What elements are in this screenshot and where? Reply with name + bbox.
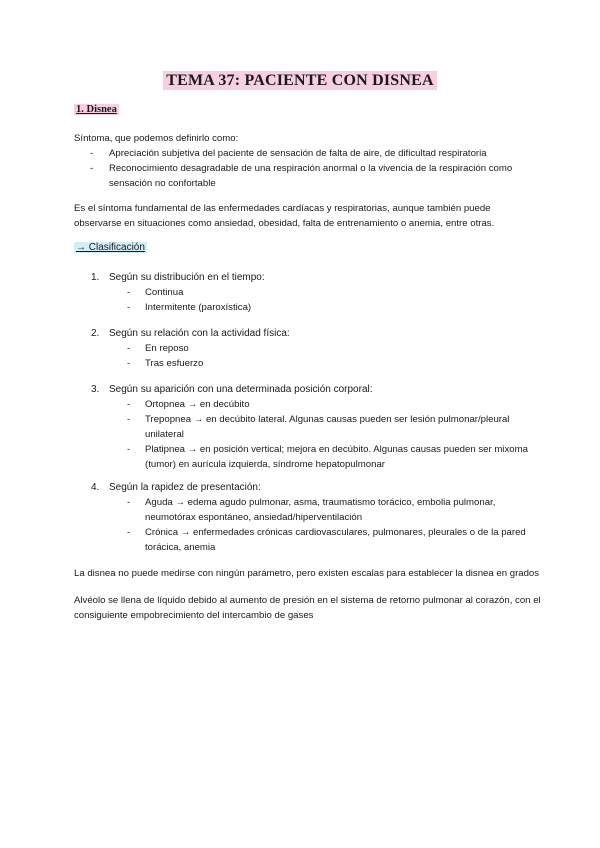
definition-item: - Apreciación subjetiva del paciente de sensación de falta de aire, de dificultad respiratoria — [90, 146, 550, 161]
classification-number: 4. — [91, 482, 100, 493]
classification-item: - Platipnea → en posición vertical; mejora en decúbito. Algunas causas pueden ser mixoma (tumor) en aurícula izquierda, síndrome hepatopulmonar — [127, 442, 537, 472]
classification-number: 1. — [91, 272, 100, 283]
section-heading-text: 1. Disnea — [76, 104, 117, 115]
classification-head: Según la rapidez de presentación: — [109, 482, 261, 493]
classification-number: 2. — [91, 328, 100, 339]
classification-items — [127, 397, 537, 472]
classification-head: Según su distribución en el tiempo: — [109, 272, 265, 283]
classification-number: 3. — [91, 384, 100, 395]
classification-item: - Ortopnea → en decúbito — [127, 397, 537, 412]
alveolo-paragraph: Alvéolo se llena de líquido debido al aumento de presión en el sistema de retorno pulmonar al corazón, con el consiguiente empobrecimiento del intercambio de gases — [74, 595, 541, 621]
section-heading — [74, 104, 119, 115]
measure-paragraph: La disnea no puede medirse con ningún parámetro, pero existen escalas para establecer la disnea en grados — [74, 568, 540, 579]
intro-paragraph: Síntoma, que podemos definirlo como: — [74, 133, 239, 144]
fundamental-paragraph: Es el síntoma fundamental de las enfermedades cardíacas y respiratorias, aunque también puede observarse en situaciones como ansiedad, obesidad, falta de entrenamiento o anemia, entre otras. — [74, 203, 495, 229]
classification-item: - En reposo — [127, 341, 571, 356]
classification-block-4 — [91, 480, 571, 555]
classification-item: - Continua — [127, 285, 571, 300]
page-title-text: TEMA 37: PACIENTE CON DISNEA — [163, 71, 437, 90]
definition-list — [90, 146, 550, 191]
classification-block-1 — [91, 270, 571, 315]
classification-item: - Trepopnea → en decúbito lateral. Algunas causas pueden ser lesión pulmonar/pleural unilateral — [127, 412, 537, 442]
definition-item: - Reconocimiento desagradable de una respiración anormal o la vivencia de la respiración como sensación no confortable — [90, 161, 529, 191]
classification-item: - Tras esfuerzo — [127, 356, 571, 371]
page-title — [0, 72, 600, 90]
classification-head: Según su relación con la actividad física: — [109, 328, 290, 339]
classification-block-3 — [91, 382, 571, 472]
classification-heading-text: → Clasificación — [76, 242, 145, 253]
classification-item: - Intermitente (paroxística) — [127, 300, 571, 315]
classification-item: - Crónica → enfermedades crónicas cardiovasculares, pulmonares, pleurales o de la pared torácica, anemia — [127, 525, 537, 555]
classification-block-2 — [91, 326, 571, 371]
classification-items — [127, 285, 571, 315]
classification-items — [127, 495, 537, 555]
classification-item: - Aguda → edema agudo pulmonar, asma, traumatismo torácico, embolia pulmonar, neumotórax espontáneo, ansiedad/hiperventilación — [127, 495, 537, 525]
classification-heading — [74, 242, 147, 253]
classification-head: Según su aparición con una determinada posición corporal: — [109, 384, 373, 395]
classification-items — [127, 341, 571, 371]
